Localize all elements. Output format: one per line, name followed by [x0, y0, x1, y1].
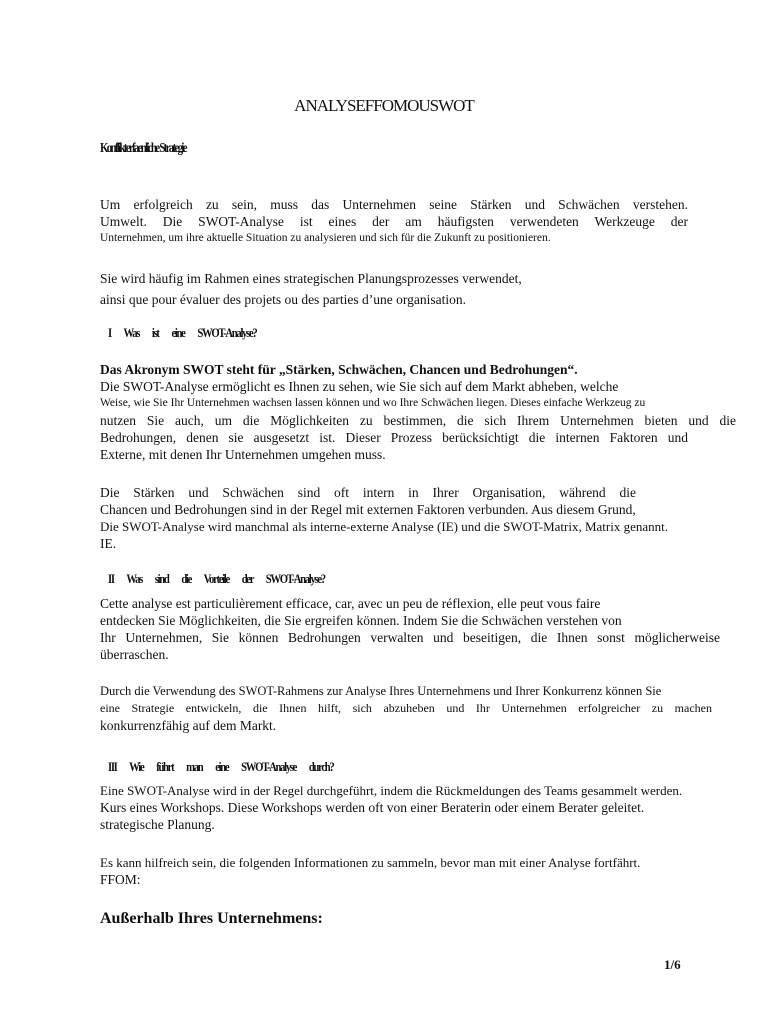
p4-line-1: Die Stärken und Schwächen sind oft intern in Ihrer Organisation, während die — [100, 485, 636, 500]
paragraph-4 — [100, 484, 760, 552]
p3-line-5: Bedrohungen, denen sie ausgesetzt ist. Dieser Prozess berücksichtigt die internen Faktoren und — [100, 430, 688, 445]
p3-line-1: Das Akronym SWOT steht für „Stärken, Schwächen, Chancen und Bedrohungen“. — [100, 362, 578, 377]
paragraph-3 — [100, 361, 760, 463]
p5-line-2: entdecken Sie Möglichkeiten, die Sie ergreifen können. Indem Sie die Schwächen verstehen von — [100, 613, 622, 628]
intro-paragraph — [100, 196, 760, 247]
p5-line-3: Ihr Unternehmen, Sie können Bedrohungen verwalten und beseitigen, die Ihnen sonst möglicherweise — [100, 630, 720, 645]
document-subtitle: Konflikterfaenliche Strategie — [100, 141, 186, 156]
heading-1: I Was ist eine SWOT-Analyse? — [108, 325, 257, 340]
p5-line-4: überraschen. — [100, 647, 169, 662]
paragraph-8 — [100, 854, 760, 888]
page-number: 1/6 — [664, 957, 681, 972]
p3-line-3: Weise, wie Sie Ihr Unternehmen wachsen lassen können und wo Ihre Schwächen liegen. Dieses einfache Werkzeug zu — [100, 397, 646, 409]
intro-line-1: Um erfolgreich zu sein, muss das Unternehmen seine Stärken und Schwächen verstehen. — [100, 197, 688, 212]
paragraph-6 — [100, 683, 760, 734]
intro-line-2: Umwelt. Die SWOT-Analyse ist eines der am häufigsten verwendeten Werkzeuge der — [100, 214, 688, 229]
paragraph-5 — [100, 595, 760, 663]
p8-line-2: FFOM: — [100, 872, 141, 887]
p7-line-3: strategische Planung. — [100, 817, 215, 832]
p2-line-1: Sie wird häufig im Rahmen eines strategischen Planungsprozesses verwendet, — [100, 271, 522, 286]
document-title: ANALYSEFFOMOUSWOT — [294, 96, 474, 115]
section-heading: Außerhalb Ihres Unternehmens: — [100, 910, 323, 927]
p8-line-1: Es kann hilfreich sein, die folgenden Informationen zu sammeln, bevor man mit einer Analyse fortfährt. — [100, 855, 641, 870]
p6-line-2: eine Strategie entwickeln, die Ihnen hilft, sich abzuheben und Ihr Unternehmen erfolgreicher zu machen — [100, 701, 712, 715]
heading-2: II Was sind die Vorteile der SWOT-Analyse? — [108, 571, 325, 586]
paragraph-7 — [100, 782, 760, 833]
p6-line-3: konkurrenzfähig auf dem Markt. — [100, 718, 277, 733]
p3-line-6: Externe, mit denen Ihr Unternehmen umgehen muss. — [100, 447, 386, 462]
p4-line-3: Die SWOT-Analyse wird manchmal als interne-externe Analyse (IE) und die SWOT-Matrix, Matrix genannt. — [100, 519, 668, 534]
heading-3: III Wie führt man eine SWOT-Analyse durch? — [108, 759, 334, 774]
p5-line-1: Cette analyse est particulièrement efficace, car, avec un peu de réflexion, elle peut vous faire — [100, 596, 601, 611]
p3-line-2: Die SWOT-Analyse ermöglicht es Ihnen zu sehen, wie Sie sich auf dem Markt abheben, welche — [100, 379, 619, 394]
intro-line-3: Unternehmen, um ihre aktuelle Situation zu analysieren und sich für die Zukunft zu positionieren. — [100, 232, 551, 244]
p3-line-4: nutzen Sie auch, um die Möglichkeiten zu bestimmen, die sich Ihrem Unternehmen bieten und die — [100, 413, 736, 428]
p7-line-2: Kurs eines Workshops. Diese Workshops werden oft von einer Beraterin oder einem Berater geleitet. — [100, 800, 645, 815]
p4-line-2: Chancen und Bedrohungen sind in der Regel mit externen Faktoren verbunden. Aus diesem Grund, — [100, 502, 636, 517]
p7-line-1: Eine SWOT-Analyse wird in der Regel durchgeführt, indem die Rückmeldungen des Teams gesammelt werden. — [100, 783, 683, 798]
p6-line-1: Durch die Verwendung des SWOT-Rahmens zur Analyse Ihres Unternehmens und Ihrer Konkurrenz können Sie — [100, 684, 662, 698]
p4-line-4: IE. — [100, 536, 117, 551]
paragraph-2 — [100, 268, 760, 310]
p2-line-2: ainsi que pour évaluer des projets ou des parties d’une organisation. — [100, 292, 467, 307]
